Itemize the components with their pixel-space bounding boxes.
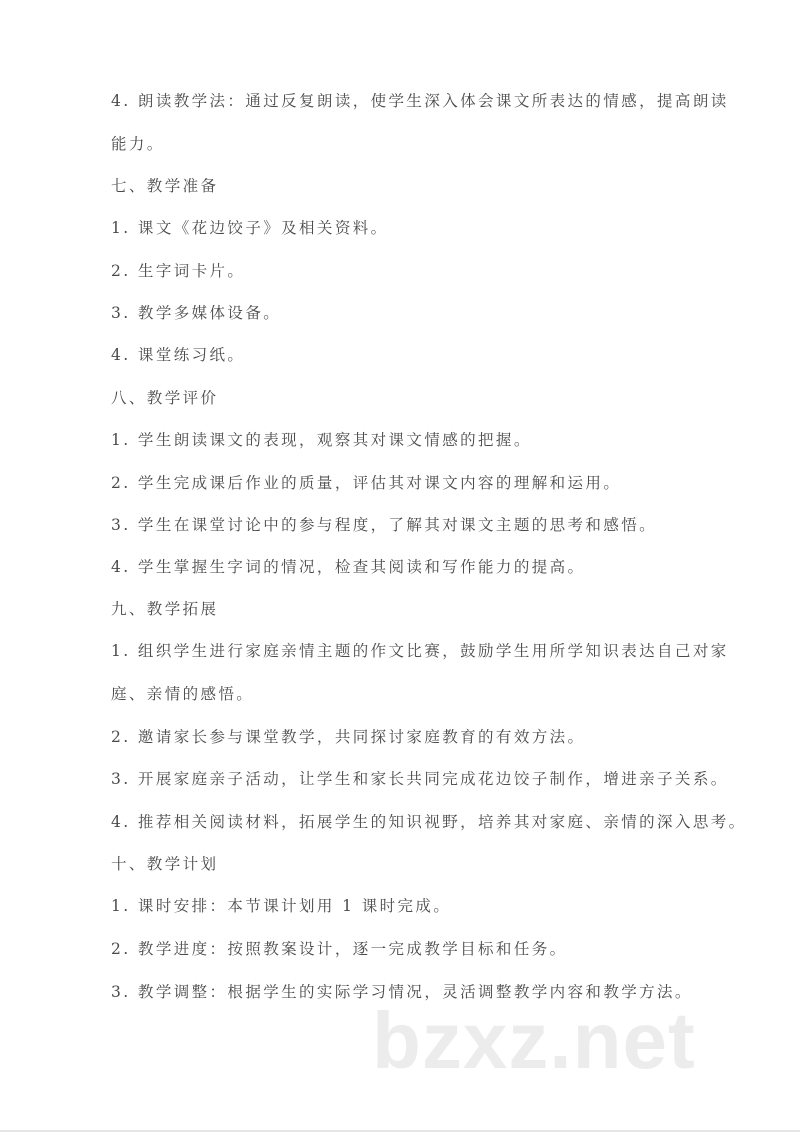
list-item: 2. 生字词卡片。 [111,262,246,280]
list-item: 1. 课时安排：本节课计划用 1 课时完成。 [111,897,452,915]
list-item: 4. 学生掌握生字词的情况，检查其阅读和写作能力的提高。 [111,558,586,576]
list-item: 1. 课文《花边饺子》及相关资料。 [111,219,389,237]
list-item: 1. 组织学生进行家庭亲情主题的作文比赛，鼓励学生用所学知识表达自己对家 [111,642,729,660]
page-bottom-border [0,1130,800,1132]
list-item: 2. 学生完成课后作业的质量，评估其对课文内容的理解和运用。 [111,474,622,492]
paragraph-line: 能力。 [111,135,165,153]
section-heading: 九、教学拓展 [111,600,219,618]
list-item: 4. 推荐相关阅读材料，拓展学生的知识视野，培养其对家庭、亲情的深入思考。 [111,813,747,831]
watermark: bzxz.net [372,996,696,1085]
list-item: 2. 教学进度：按照教案设计，逐一完成教学目标和任务。 [111,940,568,958]
list-item: 4. 课堂练习纸。 [111,346,246,364]
list-item: 3. 学生在课堂讨论中的参与程度，了解其对课文主题的思考和感悟。 [111,516,658,534]
list-item: 1. 学生朗读课文的表现，观察其对课文情感的把握。 [111,431,532,449]
list-item: 2. 邀请家长参与课堂教学，共同探讨家庭教育的有效方法。 [111,728,586,746]
list-item: 3. 开展家庭亲子活动，让学生和家长共同完成花边饺子制作，增进亲子关系。 [111,770,729,788]
list-item: 3. 教学多媒体设备。 [111,304,282,322]
paragraph-line: 4. 朗读教学法：通过反复朗读，使学生深入体会课文所表达的情感，提高朗读 [111,92,729,110]
section-heading: 七、教学准备 [111,177,219,195]
paragraph-line: 庭、亲情的感悟。 [111,685,255,703]
section-heading: 八、教学评价 [111,389,219,407]
section-heading: 十、教学计划 [111,855,219,873]
list-item: 3. 教学调整：根据学生的实际学习情况，灵活调整教学内容和教学方法。 [111,983,693,1001]
